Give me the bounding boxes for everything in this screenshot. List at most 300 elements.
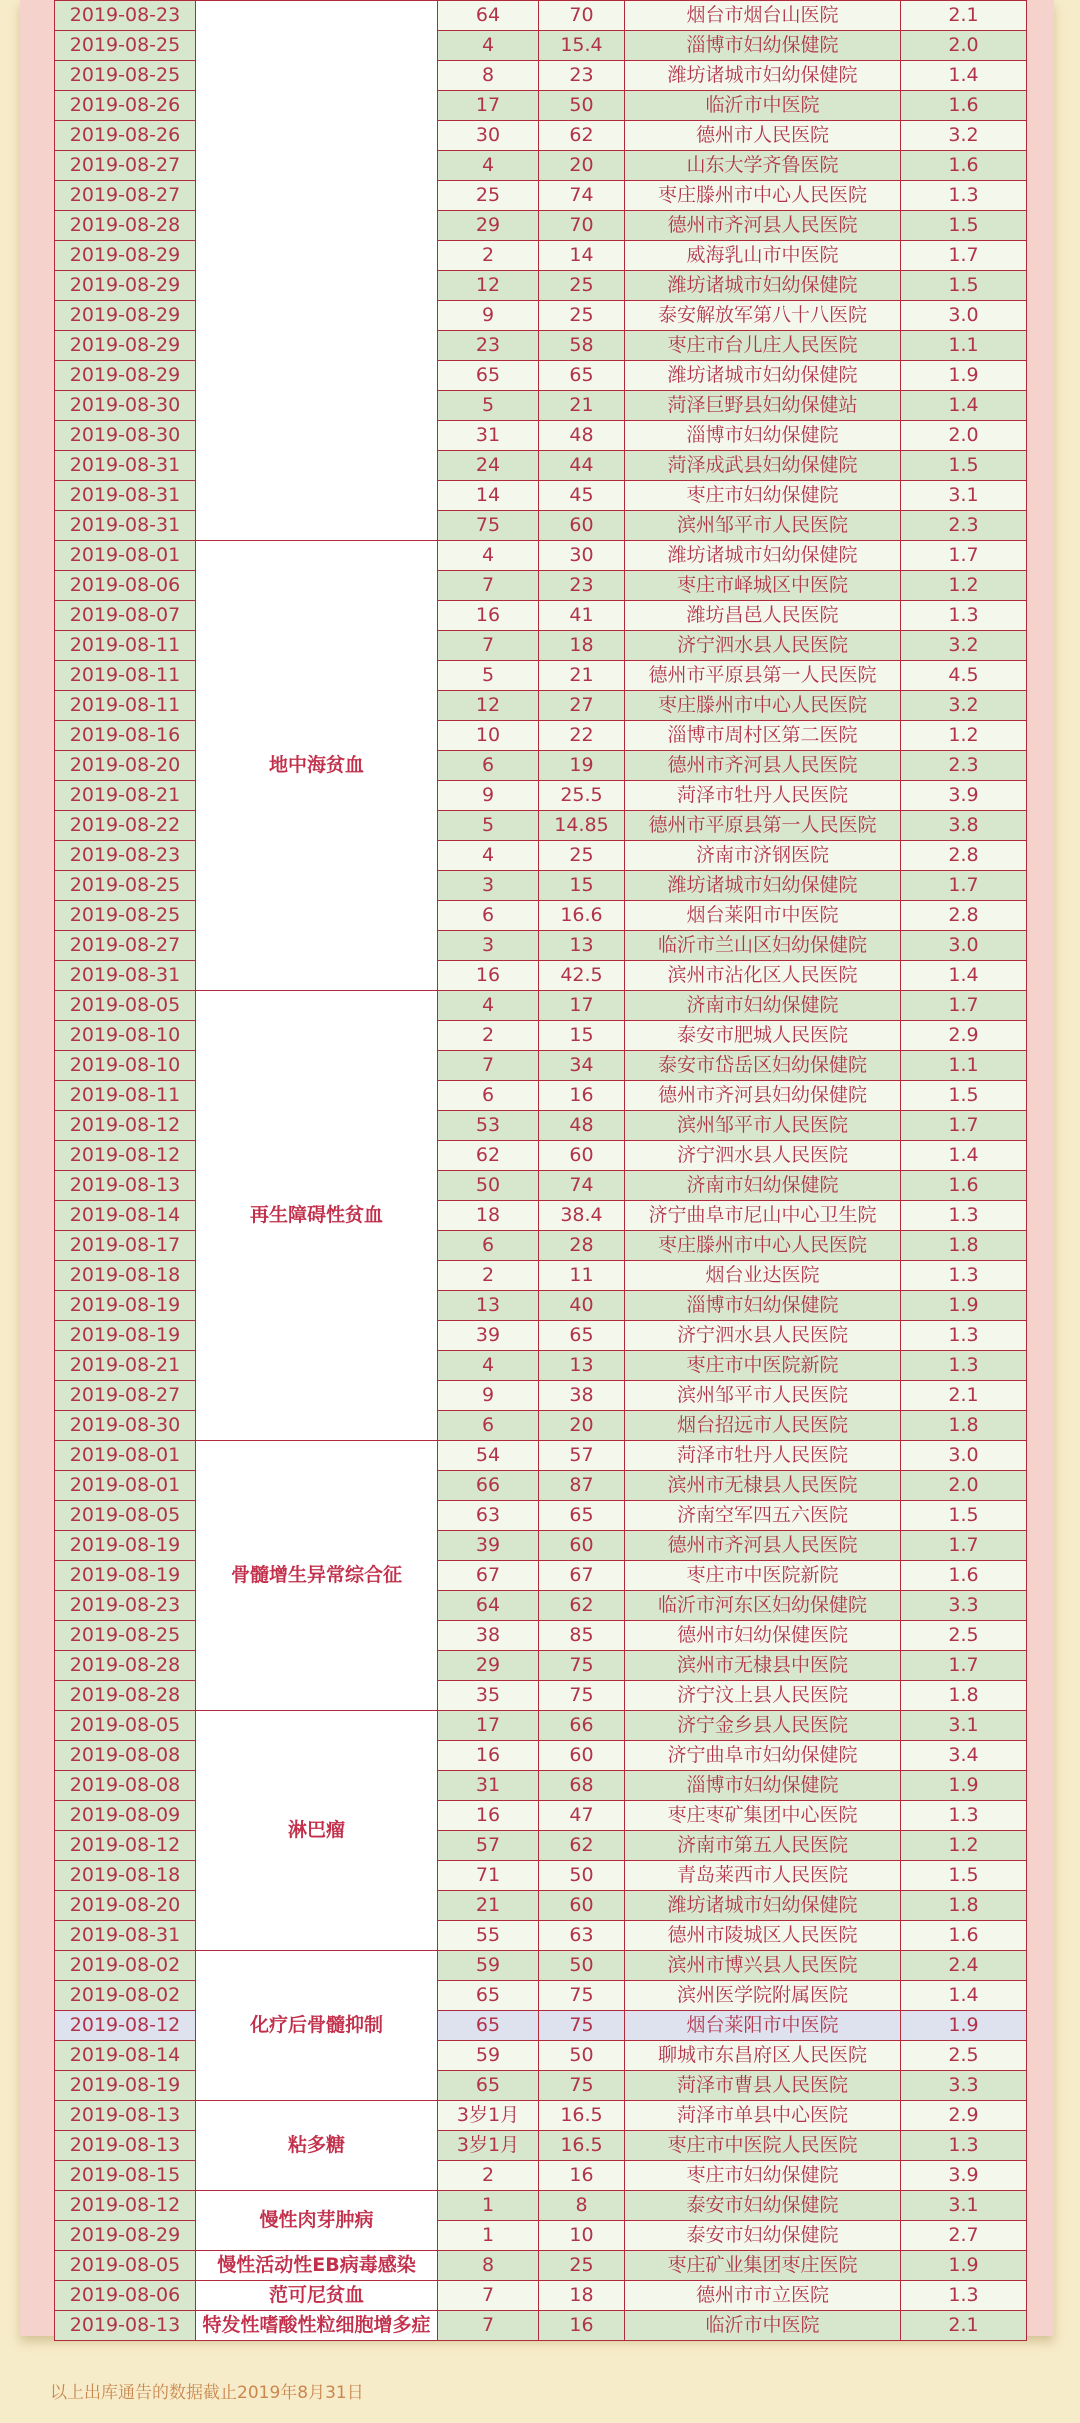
hospital-cell: 泰安市妇幼保健院 bbox=[625, 2221, 901, 2251]
hospital-cell: 枣庄市妇幼保健院 bbox=[625, 2161, 901, 2191]
age-cell: 14 bbox=[438, 481, 539, 511]
table-row bbox=[55, 991, 1027, 1021]
age-cell: 9 bbox=[438, 301, 539, 331]
date-cell: 2019-08-28 bbox=[55, 211, 196, 241]
hospital-cell: 滨州邹平市人民医院 bbox=[625, 1381, 901, 1411]
date-cell: 2019-08-11 bbox=[55, 631, 196, 661]
value-cell: 16.6 bbox=[539, 901, 625, 931]
ratio-cell: 1.3 bbox=[901, 1351, 1027, 1381]
value-cell: 65 bbox=[539, 1501, 625, 1531]
age-cell: 71 bbox=[438, 1861, 539, 1891]
value-cell: 20 bbox=[539, 151, 625, 181]
age-cell: 5 bbox=[438, 661, 539, 691]
hospital-cell: 枣庄滕州市中心人民医院 bbox=[625, 1231, 901, 1261]
ratio-cell: 4.5 bbox=[901, 661, 1027, 691]
ratio-cell: 2.0 bbox=[901, 421, 1027, 451]
table-row bbox=[55, 2101, 1027, 2131]
hospital-cell: 滨州邹平市人民医院 bbox=[625, 511, 901, 541]
hospital-cell: 枣庄市中医院新院 bbox=[625, 1351, 901, 1381]
hospital-cell: 淄博市妇幼保健院 bbox=[625, 31, 901, 61]
ratio-cell: 1.4 bbox=[901, 1981, 1027, 2011]
footnote: 以上出库通告的数据截止2019年8月31日 bbox=[50, 2383, 364, 2403]
ratio-cell: 1.3 bbox=[901, 601, 1027, 631]
value-cell: 68 bbox=[539, 1771, 625, 1801]
ratio-cell: 1.5 bbox=[901, 1081, 1027, 1111]
ratio-cell: 1.8 bbox=[901, 1231, 1027, 1261]
value-cell: 21 bbox=[539, 661, 625, 691]
hospital-cell: 德州市齐河县人民医院 bbox=[625, 211, 901, 241]
age-cell: 65 bbox=[438, 2011, 539, 2041]
hospital-cell: 济南市济钢医院 bbox=[625, 841, 901, 871]
age-cell: 29 bbox=[438, 211, 539, 241]
date-cell: 2019-08-31 bbox=[55, 961, 196, 991]
date-cell: 2019-08-13 bbox=[55, 2101, 196, 2131]
hospital-cell: 济宁金乡县人民医院 bbox=[625, 1711, 901, 1741]
ratio-cell: 1.7 bbox=[901, 871, 1027, 901]
hospital-cell: 淄博市周村区第二医院 bbox=[625, 721, 901, 751]
hospital-cell: 济南空军四五六医院 bbox=[625, 1501, 901, 1531]
date-cell: 2019-08-11 bbox=[55, 661, 196, 691]
age-cell: 2 bbox=[438, 1261, 539, 1291]
date-cell: 2019-08-02 bbox=[55, 1981, 196, 2011]
value-cell: 8 bbox=[539, 2191, 625, 2221]
value-cell: 27 bbox=[539, 691, 625, 721]
age-cell: 65 bbox=[438, 2071, 539, 2101]
ratio-cell: 3.4 bbox=[901, 1741, 1027, 1771]
age-cell: 10 bbox=[438, 721, 539, 751]
date-cell: 2019-08-18 bbox=[55, 1261, 196, 1291]
hospital-cell: 泰安解放军第八十八医院 bbox=[625, 301, 901, 331]
date-cell: 2019-08-20 bbox=[55, 751, 196, 781]
value-cell: 15 bbox=[539, 1021, 625, 1051]
hospital-cell: 枣庄枣矿集团中心医院 bbox=[625, 1801, 901, 1831]
age-cell: 4 bbox=[438, 991, 539, 1021]
value-cell: 65 bbox=[539, 1321, 625, 1351]
table-row bbox=[55, 2311, 1027, 2341]
value-cell: 14 bbox=[539, 241, 625, 271]
value-cell: 48 bbox=[539, 421, 625, 451]
hospital-cell: 潍坊诸城市妇幼保健院 bbox=[625, 871, 901, 901]
date-cell: 2019-08-25 bbox=[55, 61, 196, 91]
date-cell: 2019-08-06 bbox=[55, 571, 196, 601]
date-cell: 2019-08-10 bbox=[55, 1021, 196, 1051]
hospital-cell: 菏泽市曹县人民医院 bbox=[625, 2071, 901, 2101]
value-cell: 25 bbox=[539, 271, 625, 301]
table-row bbox=[55, 2251, 1027, 2281]
hospital-cell: 滨州市无棣县中医院 bbox=[625, 1651, 901, 1681]
hospital-cell: 济宁汶上县人民医院 bbox=[625, 1681, 901, 1711]
value-cell: 38 bbox=[539, 1381, 625, 1411]
hospital-cell: 临沂市中医院 bbox=[625, 91, 901, 121]
hospital-cell: 潍坊诸城市妇幼保健院 bbox=[625, 61, 901, 91]
hospital-cell: 济宁泗水县人民医院 bbox=[625, 1141, 901, 1171]
age-cell: 4 bbox=[438, 1351, 539, 1381]
value-cell: 75 bbox=[539, 2011, 625, 2041]
date-cell: 2019-08-11 bbox=[55, 1081, 196, 1111]
hospital-cell: 滨州医学院附属医院 bbox=[625, 1981, 901, 2011]
date-cell: 2019-08-05 bbox=[55, 1711, 196, 1741]
value-cell: 62 bbox=[539, 121, 625, 151]
hospital-cell: 淄博市妇幼保健院 bbox=[625, 1291, 901, 1321]
age-cell: 57 bbox=[438, 1831, 539, 1861]
date-cell: 2019-08-12 bbox=[55, 1141, 196, 1171]
age-cell: 39 bbox=[438, 1321, 539, 1351]
date-cell: 2019-08-26 bbox=[55, 91, 196, 121]
age-cell: 3 bbox=[438, 931, 539, 961]
ratio-cell: 1.8 bbox=[901, 1891, 1027, 1921]
date-cell: 2019-08-08 bbox=[55, 1741, 196, 1771]
hospital-cell: 泰安市妇幼保健院 bbox=[625, 2191, 901, 2221]
value-cell: 70 bbox=[539, 211, 625, 241]
ratio-cell: 1.1 bbox=[901, 331, 1027, 361]
date-cell: 2019-08-13 bbox=[55, 2131, 196, 2161]
ratio-cell: 3.1 bbox=[901, 481, 1027, 511]
ratio-cell: 3.1 bbox=[901, 2191, 1027, 2221]
date-cell: 2019-08-12 bbox=[55, 2011, 196, 2041]
ratio-cell: 1.6 bbox=[901, 1561, 1027, 1591]
age-cell: 54 bbox=[438, 1441, 539, 1471]
table-row bbox=[55, 2281, 1027, 2311]
date-cell: 2019-08-30 bbox=[55, 1411, 196, 1441]
disease-cell: 淋巴瘤 bbox=[196, 1711, 438, 1951]
hospital-cell: 泰安市岱岳区妇幼保健院 bbox=[625, 1051, 901, 1081]
ratio-cell: 1.3 bbox=[901, 181, 1027, 211]
hospital-cell: 枣庄市中医院新院 bbox=[625, 1561, 901, 1591]
ratio-cell: 3.3 bbox=[901, 1591, 1027, 1621]
ratio-cell: 2.8 bbox=[901, 901, 1027, 931]
hospital-cell: 济南市妇幼保健院 bbox=[625, 1171, 901, 1201]
ratio-cell: 1.7 bbox=[901, 1111, 1027, 1141]
value-cell: 14.85 bbox=[539, 811, 625, 841]
hospital-cell: 烟台招远市人民医院 bbox=[625, 1411, 901, 1441]
release-table bbox=[54, 0, 1027, 2341]
ratio-cell: 1.3 bbox=[901, 1321, 1027, 1351]
date-cell: 2019-08-11 bbox=[55, 691, 196, 721]
disease-cell: 粘多糖 bbox=[196, 2101, 438, 2191]
hospital-cell: 临沂市中医院 bbox=[625, 2311, 901, 2341]
hospital-cell: 济南市第五人民医院 bbox=[625, 1831, 901, 1861]
date-cell: 2019-08-28 bbox=[55, 1651, 196, 1681]
ratio-cell: 1.3 bbox=[901, 1261, 1027, 1291]
value-cell: 57 bbox=[539, 1441, 625, 1471]
ratio-cell: 1.7 bbox=[901, 241, 1027, 271]
ratio-cell: 2.1 bbox=[901, 1381, 1027, 1411]
date-cell: 2019-08-08 bbox=[55, 1771, 196, 1801]
ratio-cell: 3.0 bbox=[901, 1441, 1027, 1471]
age-cell: 25 bbox=[438, 181, 539, 211]
date-cell: 2019-08-01 bbox=[55, 1471, 196, 1501]
age-cell: 16 bbox=[438, 1801, 539, 1831]
hospital-cell: 烟台市烟台山医院 bbox=[625, 1, 901, 31]
date-cell: 2019-08-31 bbox=[55, 1921, 196, 1951]
date-cell: 2019-08-05 bbox=[55, 2251, 196, 2281]
ratio-cell: 1.5 bbox=[901, 211, 1027, 241]
hospital-cell: 济宁泗水县人民医院 bbox=[625, 1321, 901, 1351]
age-cell: 16 bbox=[438, 1741, 539, 1771]
age-cell: 53 bbox=[438, 1111, 539, 1141]
disease-cell: 特发性嗜酸性粒细胞增多症 bbox=[196, 2311, 438, 2341]
date-cell: 2019-08-13 bbox=[55, 1171, 196, 1201]
age-cell: 64 bbox=[438, 1, 539, 31]
age-cell: 29 bbox=[438, 1651, 539, 1681]
ratio-cell: 1.8 bbox=[901, 1411, 1027, 1441]
value-cell: 60 bbox=[539, 1531, 625, 1561]
date-cell: 2019-08-27 bbox=[55, 1381, 196, 1411]
age-cell: 2 bbox=[438, 1021, 539, 1051]
table-row bbox=[55, 1, 1027, 31]
age-cell: 13 bbox=[438, 1291, 539, 1321]
value-cell: 48 bbox=[539, 1111, 625, 1141]
ratio-cell: 2.5 bbox=[901, 1621, 1027, 1651]
ratio-cell: 1.5 bbox=[901, 451, 1027, 481]
value-cell: 50 bbox=[539, 91, 625, 121]
hospital-cell: 德州市陵城区人民医院 bbox=[625, 1921, 901, 1951]
table-row bbox=[55, 1951, 1027, 1981]
disease-cell: 再生障碍性贫血 bbox=[196, 991, 438, 1441]
date-cell: 2019-08-14 bbox=[55, 2041, 196, 2071]
hospital-cell: 淄博市妇幼保健院 bbox=[625, 1771, 901, 1801]
hospital-cell: 烟台莱阳市中医院 bbox=[625, 2011, 901, 2041]
date-cell: 2019-08-20 bbox=[55, 1891, 196, 1921]
value-cell: 23 bbox=[539, 571, 625, 601]
age-cell: 4 bbox=[438, 151, 539, 181]
age-cell: 2 bbox=[438, 241, 539, 271]
age-cell: 17 bbox=[438, 1711, 539, 1741]
value-cell: 15.4 bbox=[539, 31, 625, 61]
value-cell: 75 bbox=[539, 2071, 625, 2101]
date-cell: 2019-08-31 bbox=[55, 481, 196, 511]
hospital-cell: 德州市妇幼保健医院 bbox=[625, 1621, 901, 1651]
age-cell: 1 bbox=[438, 2221, 539, 2251]
age-cell: 31 bbox=[438, 421, 539, 451]
value-cell: 13 bbox=[539, 1351, 625, 1381]
ratio-cell: 2.9 bbox=[901, 2101, 1027, 2131]
hospital-cell: 济宁曲阜市妇幼保健院 bbox=[625, 1741, 901, 1771]
age-cell: 38 bbox=[438, 1621, 539, 1651]
age-cell: 39 bbox=[438, 1531, 539, 1561]
value-cell: 15 bbox=[539, 871, 625, 901]
hospital-cell: 德州市齐河县人民医院 bbox=[625, 1531, 901, 1561]
hospital-cell: 威海乳山市中医院 bbox=[625, 241, 901, 271]
date-cell: 2019-08-31 bbox=[55, 451, 196, 481]
date-cell: 2019-08-18 bbox=[55, 1861, 196, 1891]
age-cell: 7 bbox=[438, 571, 539, 601]
value-cell: 75 bbox=[539, 1981, 625, 2011]
value-cell: 42.5 bbox=[539, 961, 625, 991]
value-cell: 63 bbox=[539, 1921, 625, 1951]
age-cell: 65 bbox=[438, 361, 539, 391]
date-cell: 2019-08-01 bbox=[55, 1441, 196, 1471]
date-cell: 2019-08-29 bbox=[55, 361, 196, 391]
hospital-cell: 潍坊诸城市妇幼保健院 bbox=[625, 361, 901, 391]
hospital-cell: 潍坊诸城市妇幼保健院 bbox=[625, 1891, 901, 1921]
date-cell: 2019-08-23 bbox=[55, 841, 196, 871]
value-cell: 74 bbox=[539, 181, 625, 211]
value-cell: 65 bbox=[539, 361, 625, 391]
date-cell: 2019-08-15 bbox=[55, 2161, 196, 2191]
table-row bbox=[55, 2191, 1027, 2221]
table-row bbox=[55, 541, 1027, 571]
value-cell: 11 bbox=[539, 1261, 625, 1291]
value-cell: 75 bbox=[539, 1651, 625, 1681]
age-cell: 21 bbox=[438, 1891, 539, 1921]
age-cell: 9 bbox=[438, 1381, 539, 1411]
hospital-cell: 烟台莱阳市中医院 bbox=[625, 901, 901, 931]
value-cell: 16 bbox=[539, 2161, 625, 2191]
date-cell: 2019-08-14 bbox=[55, 1201, 196, 1231]
hospital-cell: 滨州市无棣县人民医院 bbox=[625, 1471, 901, 1501]
value-cell: 18 bbox=[539, 2281, 625, 2311]
age-cell: 9 bbox=[438, 781, 539, 811]
value-cell: 16 bbox=[539, 2311, 625, 2341]
ratio-cell: 1.6 bbox=[901, 91, 1027, 121]
value-cell: 25 bbox=[539, 841, 625, 871]
hospital-cell: 枣庄市峄城区中医院 bbox=[625, 571, 901, 601]
ratio-cell: 2.0 bbox=[901, 31, 1027, 61]
disease-cell: 地中海贫血 bbox=[196, 541, 438, 991]
date-cell: 2019-08-25 bbox=[55, 31, 196, 61]
value-cell: 10 bbox=[539, 2221, 625, 2251]
value-cell: 30 bbox=[539, 541, 625, 571]
ratio-cell: 1.6 bbox=[901, 151, 1027, 181]
table-row bbox=[55, 1441, 1027, 1471]
value-cell: 60 bbox=[539, 511, 625, 541]
age-cell: 8 bbox=[438, 61, 539, 91]
ratio-cell: 1.4 bbox=[901, 61, 1027, 91]
hospital-cell: 聊城市东昌府区人民医院 bbox=[625, 2041, 901, 2071]
date-cell: 2019-08-26 bbox=[55, 121, 196, 151]
disease-cell: 慢性活动性EB病毒感染 bbox=[196, 2251, 438, 2281]
value-cell: 60 bbox=[539, 1891, 625, 1921]
date-cell: 2019-08-31 bbox=[55, 511, 196, 541]
date-cell: 2019-08-16 bbox=[55, 721, 196, 751]
table-row bbox=[55, 1711, 1027, 1741]
hospital-cell: 菏泽成武县妇幼保健院 bbox=[625, 451, 901, 481]
ratio-cell: 2.0 bbox=[901, 1471, 1027, 1501]
age-cell: 35 bbox=[438, 1681, 539, 1711]
disease-cell: 化疗后骨髓抑制 bbox=[196, 1951, 438, 2101]
ratio-cell: 3.2 bbox=[901, 631, 1027, 661]
ratio-cell: 2.1 bbox=[901, 1, 1027, 31]
age-cell: 6 bbox=[438, 1411, 539, 1441]
date-cell: 2019-08-30 bbox=[55, 391, 196, 421]
date-cell: 2019-08-19 bbox=[55, 1561, 196, 1591]
hospital-cell: 枣庄滕州市中心人民医院 bbox=[625, 691, 901, 721]
age-cell: 59 bbox=[438, 1951, 539, 1981]
age-cell: 59 bbox=[438, 2041, 539, 2071]
hospital-cell: 济南市妇幼保健院 bbox=[625, 991, 901, 1021]
hospital-cell: 滨州市博兴县人民医院 bbox=[625, 1951, 901, 1981]
hospital-cell: 山东大学齐鲁医院 bbox=[625, 151, 901, 181]
age-cell: 7 bbox=[438, 2281, 539, 2311]
age-cell: 7 bbox=[438, 1051, 539, 1081]
age-cell: 7 bbox=[438, 2311, 539, 2341]
ratio-cell: 1.7 bbox=[901, 991, 1027, 1021]
ratio-cell: 3.0 bbox=[901, 931, 1027, 961]
date-cell: 2019-08-29 bbox=[55, 2221, 196, 2251]
hospital-cell: 济宁曲阜市尼山中心卫生院 bbox=[625, 1201, 901, 1231]
ratio-cell: 1.2 bbox=[901, 1831, 1027, 1861]
date-cell: 2019-08-30 bbox=[55, 421, 196, 451]
ratio-cell: 1.2 bbox=[901, 571, 1027, 601]
age-cell: 62 bbox=[438, 1141, 539, 1171]
age-cell: 3岁1月 bbox=[438, 2131, 539, 2161]
date-cell: 2019-08-25 bbox=[55, 871, 196, 901]
value-cell: 25 bbox=[539, 2251, 625, 2281]
date-cell: 2019-08-01 bbox=[55, 541, 196, 571]
value-cell: 66 bbox=[539, 1711, 625, 1741]
hospital-cell: 德州市齐河县人民医院 bbox=[625, 751, 901, 781]
date-cell: 2019-08-05 bbox=[55, 1501, 196, 1531]
value-cell: 28 bbox=[539, 1231, 625, 1261]
value-cell: 45 bbox=[539, 481, 625, 511]
age-cell: 6 bbox=[438, 1231, 539, 1261]
value-cell: 38.4 bbox=[539, 1201, 625, 1231]
age-cell: 7 bbox=[438, 631, 539, 661]
ratio-cell: 2.5 bbox=[901, 2041, 1027, 2071]
date-cell: 2019-08-22 bbox=[55, 811, 196, 841]
age-cell: 6 bbox=[438, 751, 539, 781]
age-cell: 2 bbox=[438, 2161, 539, 2191]
hospital-cell: 菏泽市单县中心医院 bbox=[625, 2101, 901, 2131]
age-cell: 12 bbox=[438, 691, 539, 721]
age-cell: 31 bbox=[438, 1771, 539, 1801]
age-cell: 63 bbox=[438, 1501, 539, 1531]
disease-cell: 骨髓增生异常综合征 bbox=[196, 1441, 438, 1711]
age-cell: 6 bbox=[438, 901, 539, 931]
ratio-cell: 1.9 bbox=[901, 2251, 1027, 2281]
ratio-cell: 1.6 bbox=[901, 1921, 1027, 1951]
ratio-cell: 1.9 bbox=[901, 1771, 1027, 1801]
hospital-cell: 潍坊诸城市妇幼保健院 bbox=[625, 271, 901, 301]
date-cell: 2019-08-29 bbox=[55, 301, 196, 331]
value-cell: 21 bbox=[539, 391, 625, 421]
value-cell: 16.5 bbox=[539, 2131, 625, 2161]
age-cell: 5 bbox=[438, 391, 539, 421]
date-cell: 2019-08-23 bbox=[55, 1591, 196, 1621]
ratio-cell: 1.3 bbox=[901, 1801, 1027, 1831]
hospital-cell: 滨州市沾化区人民医院 bbox=[625, 961, 901, 991]
hospital-cell: 德州市齐河县妇幼保健院 bbox=[625, 1081, 901, 1111]
value-cell: 16.5 bbox=[539, 2101, 625, 2131]
ratio-cell: 1.5 bbox=[901, 271, 1027, 301]
age-cell: 1 bbox=[438, 2191, 539, 2221]
value-cell: 62 bbox=[539, 1591, 625, 1621]
hospital-cell: 菏泽市牡丹人民医院 bbox=[625, 781, 901, 811]
date-cell: 2019-08-27 bbox=[55, 151, 196, 181]
age-cell: 24 bbox=[438, 451, 539, 481]
value-cell: 75 bbox=[539, 1681, 625, 1711]
ratio-cell: 3.1 bbox=[901, 1711, 1027, 1741]
date-cell: 2019-08-12 bbox=[55, 1831, 196, 1861]
value-cell: 74 bbox=[539, 1171, 625, 1201]
value-cell: 23 bbox=[539, 61, 625, 91]
hospital-cell: 菏泽市牡丹人民医院 bbox=[625, 1441, 901, 1471]
date-cell: 2019-08-23 bbox=[55, 1, 196, 31]
age-cell: 50 bbox=[438, 1171, 539, 1201]
value-cell: 19 bbox=[539, 751, 625, 781]
ratio-cell: 1.7 bbox=[901, 1651, 1027, 1681]
ratio-cell: 3.0 bbox=[901, 301, 1027, 331]
hospital-cell: 青岛莱西市人民医院 bbox=[625, 1861, 901, 1891]
value-cell: 62 bbox=[539, 1831, 625, 1861]
date-cell: 2019-08-19 bbox=[55, 1531, 196, 1561]
value-cell: 13 bbox=[539, 931, 625, 961]
hospital-cell: 临沂市河东区妇幼保健院 bbox=[625, 1591, 901, 1621]
age-cell: 4 bbox=[438, 31, 539, 61]
age-cell: 16 bbox=[438, 961, 539, 991]
date-cell: 2019-08-05 bbox=[55, 991, 196, 1021]
